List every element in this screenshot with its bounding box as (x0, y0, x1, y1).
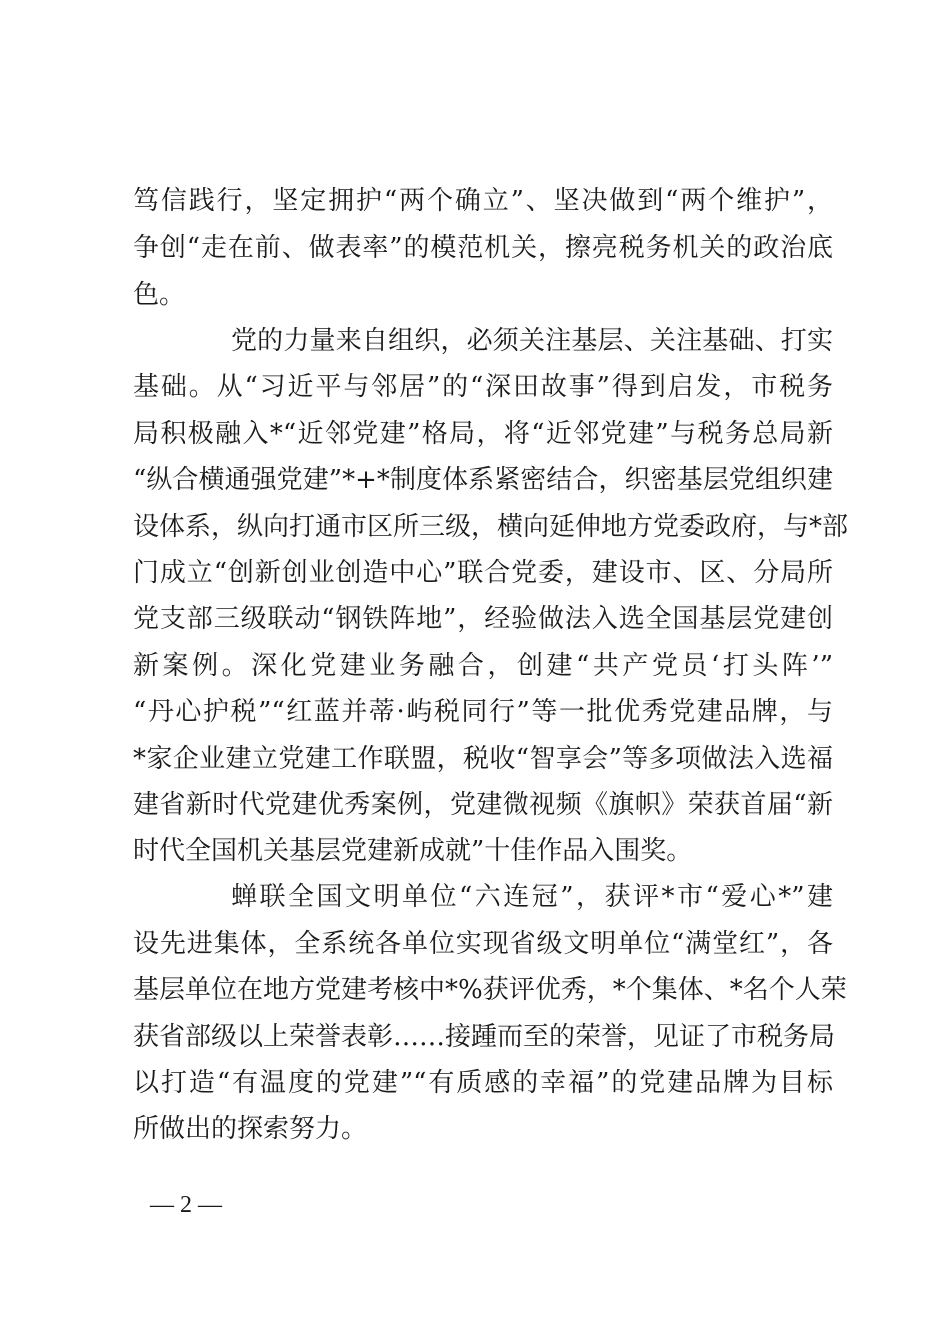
page-number: — 2 — (150, 1192, 222, 1218)
paragraph-start-line: 蝉联全国文明单位“六连冠”，获评*市“爱心*”建 (231, 882, 833, 912)
text-line: 获省部级以上荣誉表彰……接踵而至的荣誉，见证了市税务局 (133, 1022, 836, 1052)
text-line: 设体系，纵向打通市区所三级，横向延伸地方党委政府，与*部 (133, 512, 849, 542)
text-line: “纵合横通强党建”*+*制度体系紧密结合，织密基层党组织建 (133, 465, 833, 495)
text-line: “丹心护税”“红蓝并蒂·屿税同行”等一批优秀党建品牌，与 (133, 697, 833, 727)
text-line: 新案例。深化党建业务融合，创建“共产党员‘打头阵’” (133, 651, 833, 681)
text-line: 色。 (133, 280, 186, 310)
paragraph-start-line: 党的力量来自组织，必须关注基层、关注基础、打实 (231, 326, 833, 356)
text-line: 局积极融入*“近邻党建”格局，将“近邻党建”与税务总局新 (133, 419, 833, 449)
text-line: 以打造“有温度的党建”“有质感的幸福”的党建品牌为目标 (133, 1068, 833, 1098)
text-line: 争创“走在前、做表率”的模范机关，擦亮税务机关的政治底 (133, 233, 833, 263)
text-line: 党支部三级联动“钢铁阵地”，经验做法入选全国基层党建创 (133, 604, 833, 634)
text-line: 门成立“创新创业创造中心”联合党委，建设市、区、分局所 (133, 558, 833, 588)
text-line: *家企业建立党建工作联盟，税收“智享会”等多项做法入选福 (133, 744, 833, 774)
text-line: 所做出的探索努力。 (133, 1114, 368, 1144)
text-line: 建省新时代党建优秀案例，党建微视频《旗帜》荣获首届“新 (133, 790, 833, 820)
text-line: 基层单位在地方党建考核中*%获评优秀，*个集体、*名个人荣 (133, 975, 847, 1005)
text-line: 时代全国机关基层党建新成就”十佳作品入围奖。 (133, 836, 693, 866)
text-line: 基础。从“习近平与邻居”的“深田故事”得到启发，市税务 (133, 372, 833, 402)
text-line: 笃信践行，坚定拥护“两个确立”、坚决做到“两个维护”， (133, 186, 833, 216)
text-line: 设先进集体，全系统各单位实现省级文明单位“满堂红”，各 (133, 929, 833, 959)
